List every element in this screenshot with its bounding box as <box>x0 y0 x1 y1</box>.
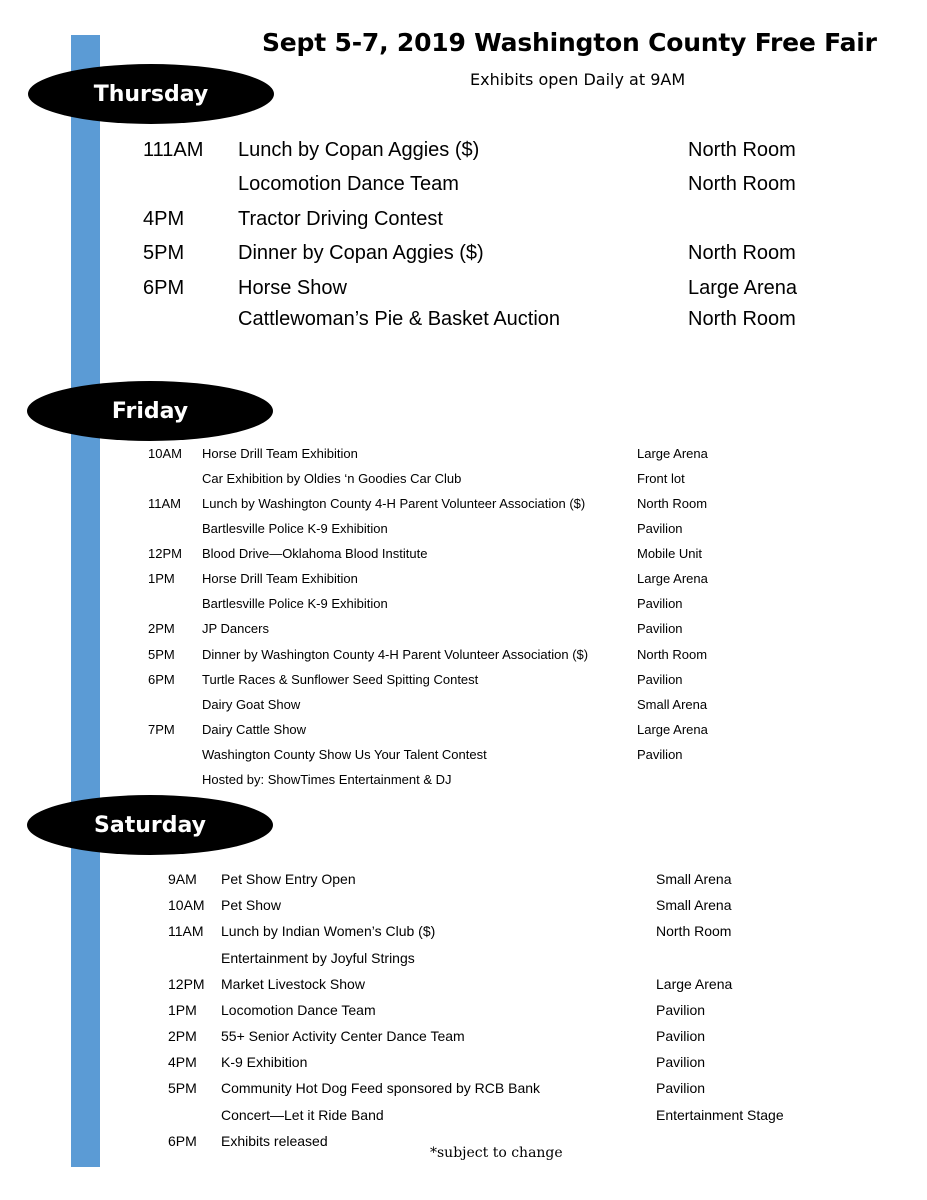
schedule-time: 6PM <box>148 672 175 687</box>
schedule-event: Turtle Races & Sunflower Seed Spitting Contest <box>202 672 479 687</box>
schedule-time: 1PM <box>168 1002 197 1018</box>
schedule-time: 10AM <box>168 897 205 913</box>
schedule-event: 55+ Senior Activity Center Dance Team <box>221 1028 465 1044</box>
schedule-location: North Room <box>688 242 796 264</box>
schedule-event: K-9 Exhibition <box>221 1054 308 1070</box>
schedule-event: Pet Show Entry Open <box>221 871 356 887</box>
day-label: Friday <box>111 398 189 424</box>
schedule-event: Dairy Goat Show <box>202 697 301 712</box>
schedule-location: Pavilion <box>656 1002 706 1018</box>
schedule-event: Horse Show <box>238 277 347 299</box>
schedule-location: Large Arena <box>656 976 733 992</box>
schedule-time: 11AM <box>148 496 181 511</box>
schedule-location: North Room <box>688 139 796 161</box>
day-label: Saturday <box>94 812 206 838</box>
schedule-time: 5PM <box>168 1080 197 1096</box>
schedule-location: Large Arena <box>637 446 708 461</box>
schedule-event: Lunch by Indian Women’s Club ($) <box>221 923 436 939</box>
schedule-location: Mobile Unit <box>637 546 703 561</box>
schedule-location: North Room <box>688 173 796 195</box>
schedule-location: Large Arena <box>637 722 708 737</box>
day-badge-thursday <box>28 64 274 124</box>
schedule-time: 111AM <box>143 139 204 161</box>
blue-side-bar <box>71 35 100 1167</box>
schedule-time: 9AM <box>168 871 197 887</box>
schedule-event: Washington County Show Us Your Talent Contest <box>202 747 487 762</box>
day-badge-saturday <box>27 795 273 855</box>
schedule-event: Blood Drive—Oklahoma Blood Institute <box>202 546 428 561</box>
schedule-event: Dinner by Washington County 4-H Parent Volunteer Association ($) <box>202 647 589 662</box>
schedule-event: Dairy Cattle Show <box>202 722 307 737</box>
schedule-time: 6PM <box>168 1133 197 1149</box>
schedule-location: North Room <box>637 496 708 511</box>
schedule-location: Entertainment Stage <box>656 1107 784 1123</box>
schedule-time: 7PM <box>148 722 175 737</box>
schedule-event: Bartlesville Police K-9 Exhibition <box>202 596 388 611</box>
schedule-event: Locomotion Dance Team <box>238 173 459 195</box>
schedule-time: 11AM <box>168 923 204 939</box>
schedule-time: 10AM <box>148 446 182 461</box>
schedule-event: Cattlewoman’s Pie & Basket Auction <box>238 308 561 330</box>
schedule-location: Front lot <box>637 471 685 486</box>
schedule-event: Lunch by Copan Aggies ($) <box>238 139 480 161</box>
schedule-event: Concert—Let it Ride Band <box>221 1107 384 1123</box>
schedule-event: Lunch by Washington County 4-H Parent Volunteer Association ($) <box>202 496 586 511</box>
schedule-event: Community Hot Dog Feed sponsored by RCB Bank <box>221 1080 541 1096</box>
schedule-time: 5PM <box>148 647 175 662</box>
schedule-time: 5PM <box>143 242 185 264</box>
schedule-time: 12PM <box>168 976 205 992</box>
schedule-event: Exhibits released <box>221 1133 328 1149</box>
schedule-location: North Room <box>656 923 732 939</box>
schedule-location: Pavilion <box>637 596 683 611</box>
schedule-time: 1PM <box>148 571 175 586</box>
schedule-event: JP Dancers <box>202 621 269 636</box>
schedule-time: 2PM <box>148 621 175 636</box>
schedule-location: Pavilion <box>637 621 683 636</box>
schedule-event: Car Exhibition by Oldies ‘n Goodies Car Club <box>202 471 462 486</box>
schedule-location: Pavilion <box>656 1080 706 1096</box>
schedule-location: Pavilion <box>637 521 683 536</box>
schedule-time: 2PM <box>168 1028 197 1044</box>
schedule-location: Pavilion <box>637 747 683 762</box>
day-label: Thursday <box>93 81 209 107</box>
schedule-location: North Room <box>637 647 708 662</box>
schedule-event: Tractor Driving Contest <box>238 208 443 230</box>
schedule-location: Small Arena <box>656 871 732 887</box>
schedule-event: Pet Show <box>221 897 281 913</box>
day-badge-friday <box>27 381 273 441</box>
schedule-location: Small Arena <box>637 697 708 712</box>
schedule-event: Locomotion Dance Team <box>221 1002 376 1018</box>
schedule-time: 4PM <box>168 1054 197 1070</box>
schedule-event: Horse Drill Team Exhibition <box>202 446 358 461</box>
footnote: *subject to change <box>430 1145 563 1161</box>
schedule-time: 6PM <box>143 277 185 299</box>
schedule-time: 4PM <box>143 208 185 230</box>
schedule-location: Small Arena <box>656 897 732 913</box>
schedule-time: 12PM <box>148 546 182 561</box>
schedule-location: Pavilion <box>656 1028 706 1044</box>
schedule-event: Entertainment by Joyful Strings <box>221 950 415 966</box>
schedule-event: Horse Drill Team Exhibition <box>202 571 358 586</box>
page-title: Sept 5-7, 2019 Washington County Free Fair <box>262 28 877 57</box>
schedule-location: Large Arena <box>688 277 797 299</box>
schedule-location: North Room <box>688 308 796 330</box>
schedule-location: Large Arena <box>637 571 708 586</box>
schedule-event: Hosted by: ShowTimes Entertainment & DJ <box>202 772 452 787</box>
page-subtitle: Exhibits open Daily at 9AM <box>470 70 686 89</box>
schedule-location: Pavilion <box>637 672 683 687</box>
schedule-event: Bartlesville Police K-9 Exhibition <box>202 521 388 536</box>
schedule-event: Dinner by Copan Aggies ($) <box>238 242 484 264</box>
schedule-event: Market Livestock Show <box>221 976 365 992</box>
schedule-location: Pavilion <box>656 1054 706 1070</box>
